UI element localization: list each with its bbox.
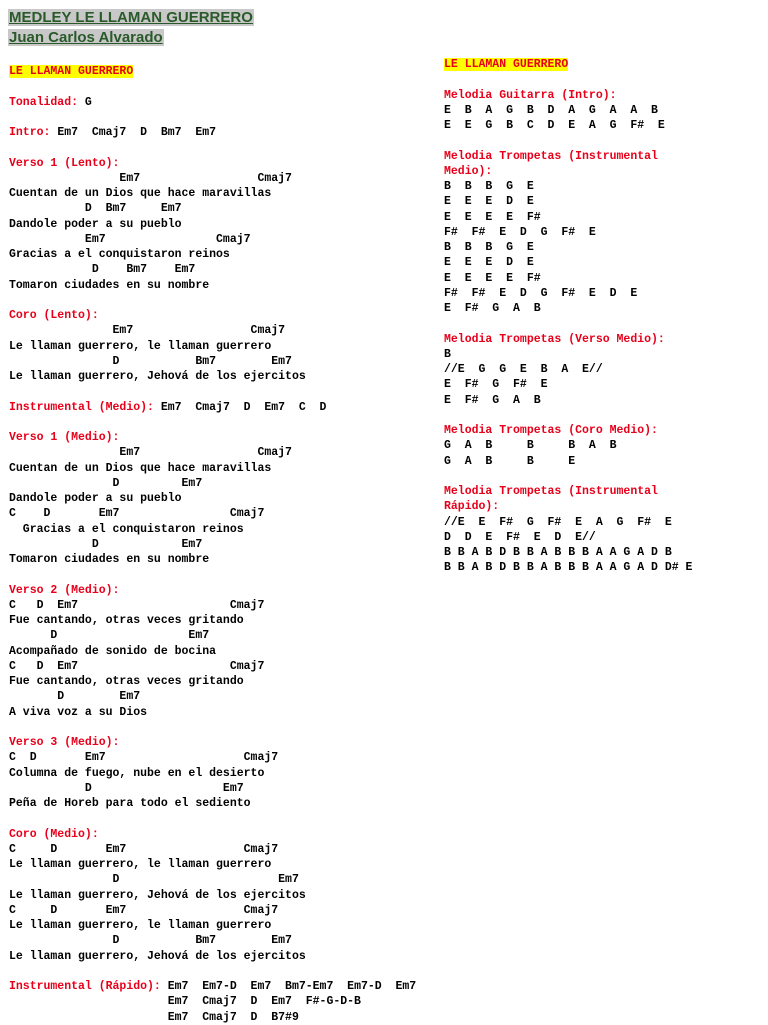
lyric-or-chord-text: Tomaron ciudades en su nombre bbox=[9, 553, 210, 566]
lyric-or-chord-text: Em7 Cmaj7 bbox=[9, 446, 292, 460]
lyric-or-chord-text: E F# G F# E bbox=[444, 378, 548, 392]
chord-progression: Em7 Cmaj7 D Bm7 Em7 bbox=[57, 126, 217, 139]
left-line bbox=[9, 598, 416, 613]
lyric-or-chord-text: Peña de Horeb para todo el sediento bbox=[9, 797, 251, 810]
right-line bbox=[444, 454, 692, 469]
left-line bbox=[9, 1010, 416, 1025]
right-line bbox=[444, 438, 692, 453]
section-heading: Melodia Guitarra (Intro): bbox=[444, 88, 617, 102]
lyric-or-chord-text: Dandole poder a su pueblo bbox=[9, 217, 182, 231]
section-heading: Verso 2 (Medio): bbox=[9, 583, 120, 597]
lyric-or-chord-text: E F# G A B bbox=[444, 302, 541, 315]
right-line bbox=[444, 393, 692, 408]
lyric-or-chord-text: C D Em7 Cmaj7 bbox=[9, 903, 279, 917]
lyric-or-chord-text: B bbox=[444, 347, 451, 361]
section-heading: LE LLAMAN GUERRERO bbox=[444, 58, 569, 71]
right-line bbox=[444, 164, 692, 179]
lyric-or-chord-text: D Bm7 Em7 bbox=[9, 263, 196, 277]
lyric-or-chord-text: Cuentan de un Dios que hace maravillas bbox=[9, 461, 272, 475]
lyric-or-chord-text: Em7 Cmaj7 D B7#9 bbox=[9, 1010, 299, 1024]
section-heading: Verso 1 (Medio): bbox=[9, 431, 120, 444]
lyric-or-chord-text: Le llaman guerrero, Jehová de los ejercitos bbox=[9, 370, 306, 383]
right-line bbox=[444, 286, 692, 301]
lyric-or-chord-text: E F# G A B bbox=[444, 393, 541, 407]
right-line bbox=[444, 225, 692, 240]
right-line bbox=[444, 515, 692, 530]
left-line bbox=[9, 750, 416, 765]
left-line bbox=[9, 979, 416, 994]
lyric-or-chord-text: Le llaman guerrero, Jehová de los ejercitos bbox=[9, 888, 306, 902]
left-line bbox=[9, 369, 416, 384]
section-heading: Melodia Trompetas (Instrumental bbox=[444, 149, 658, 163]
lyric-or-chord-text: D Em7 bbox=[9, 629, 210, 643]
left-line bbox=[9, 567, 416, 582]
right-line bbox=[444, 484, 692, 499]
section-heading: Verso 3 (Medio): bbox=[9, 736, 120, 749]
left-column-chord-sheet bbox=[9, 64, 416, 1025]
left-line bbox=[9, 827, 416, 842]
lyric-or-chord-text: E E E D E bbox=[444, 256, 534, 270]
lyric-or-chord-text: B B A B D B B A B B B A A G A D D# E bbox=[444, 561, 693, 575]
lyric-or-chord-text: Fue cantando, otras veces gritando bbox=[9, 614, 244, 627]
section-heading: Melodia Trompetas (Verso Medio): bbox=[444, 332, 665, 346]
left-line bbox=[9, 247, 416, 262]
right-line bbox=[444, 316, 692, 331]
right-line bbox=[444, 194, 692, 209]
left-line bbox=[9, 949, 416, 964]
lyric-or-chord-text: Gracias a el conquistaron reinos bbox=[9, 248, 230, 261]
left-line bbox=[9, 766, 416, 781]
right-line bbox=[444, 271, 692, 286]
left-line bbox=[9, 79, 416, 94]
left-line bbox=[9, 689, 416, 704]
left-line bbox=[9, 354, 416, 369]
chord-progression: G bbox=[84, 95, 92, 109]
lyric-or-chord-text: D Bm7 Em7 bbox=[9, 934, 292, 948]
section-heading: Medio): bbox=[444, 164, 493, 178]
lyric-or-chord-text: C D Em7 Cmaj7 bbox=[9, 842, 279, 856]
lyric-or-chord-text: D D E F# E D E// bbox=[444, 530, 596, 544]
lyric-or-chord-text: Em7 Cmaj7 bbox=[9, 324, 286, 338]
right-column-melodies bbox=[444, 57, 692, 576]
section-heading: Tonalidad: bbox=[9, 95, 85, 109]
artist-name: Juan Carlos Alvarado bbox=[9, 29, 163, 46]
lyric-or-chord-text: B B A B D B B A B B B A A G A D B bbox=[444, 546, 672, 559]
right-line bbox=[444, 133, 692, 148]
lyric-or-chord-text: D Bm7 Em7 bbox=[9, 202, 182, 216]
right-line bbox=[444, 499, 692, 514]
section-heading: Instrumental (Rápido): bbox=[9, 980, 168, 993]
left-line bbox=[9, 110, 416, 125]
right-line bbox=[444, 377, 692, 392]
left-line bbox=[9, 232, 416, 247]
right-line bbox=[444, 255, 692, 270]
right-line bbox=[444, 240, 692, 255]
lyric-or-chord-text: Tomaron ciudades en su nombre bbox=[9, 278, 210, 292]
section-heading: Melodia Trompetas (Instrumental bbox=[444, 485, 658, 498]
left-line bbox=[9, 278, 416, 293]
right-line bbox=[444, 103, 692, 118]
section-heading: Coro (Lento): bbox=[9, 309, 99, 322]
left-line bbox=[9, 552, 416, 567]
left-line bbox=[9, 781, 416, 796]
left-line bbox=[9, 735, 416, 750]
right-line bbox=[444, 72, 692, 87]
right-line bbox=[444, 530, 692, 545]
left-line bbox=[9, 201, 416, 216]
right-line bbox=[444, 362, 692, 377]
left-line bbox=[9, 95, 416, 110]
lyric-or-chord-text: Em7 Cmaj7 D Em7 F#-G-D-B bbox=[9, 995, 361, 1009]
right-line bbox=[444, 118, 692, 133]
section-heading: Melodia Trompetas (Coro Medio): bbox=[444, 424, 658, 437]
lyric-or-chord-text: D Em7 bbox=[9, 781, 244, 795]
left-line bbox=[9, 811, 416, 826]
lyric-or-chord-text: F# F# E D G F# E bbox=[444, 225, 596, 239]
left-line bbox=[9, 156, 416, 171]
right-line bbox=[444, 469, 692, 484]
lyric-or-chord-text: D Em7 bbox=[9, 537, 203, 551]
lyric-or-chord-text: C D Em7 Cmaj7 bbox=[9, 598, 265, 612]
lyric-or-chord-text: D Em7 bbox=[9, 873, 299, 887]
lyric-or-chord-text: Em7 Cmaj7 bbox=[9, 232, 251, 246]
lyric-or-chord-text: Fue cantando, otras veces gritando bbox=[9, 675, 244, 688]
section-heading: Intro: bbox=[9, 126, 58, 139]
left-line bbox=[9, 583, 416, 598]
left-line bbox=[9, 857, 416, 872]
right-line bbox=[444, 423, 692, 438]
document-title bbox=[8, 8, 254, 48]
left-line bbox=[9, 842, 416, 857]
section-heading: Rápido): bbox=[444, 500, 500, 514]
left-line bbox=[9, 308, 416, 323]
lyric-or-chord-text: C D Em7 Cmaj7 bbox=[9, 659, 265, 673]
left-line bbox=[9, 339, 416, 354]
left-line bbox=[9, 140, 416, 155]
left-line bbox=[9, 903, 416, 918]
left-line bbox=[9, 186, 416, 201]
lyric-or-chord-text: Columna de fuego, nube en el desierto bbox=[9, 766, 265, 780]
lyric-or-chord-text: //E E F# G F# E A G F# E bbox=[444, 515, 672, 529]
left-line bbox=[9, 491, 416, 506]
left-line bbox=[9, 125, 416, 140]
right-line bbox=[444, 88, 692, 103]
lyric-or-chord-text: G A B B B A B bbox=[444, 439, 617, 453]
right-line bbox=[444, 57, 692, 72]
left-line bbox=[9, 659, 416, 674]
lyric-or-chord-text: Em7 Cmaj7 bbox=[9, 171, 292, 185]
left-line bbox=[9, 171, 416, 186]
lyric-or-chord-text: E E E E F# bbox=[444, 210, 541, 224]
chord-progression: Em7 Cmaj7 D Em7 C D bbox=[160, 400, 327, 414]
lyric-or-chord-text: D Em7 bbox=[9, 476, 203, 490]
section-heading: Instrumental (Medio): bbox=[9, 400, 161, 414]
section-heading: LE LLAMAN GUERRERO bbox=[9, 65, 134, 78]
lyric-or-chord-text: C D Em7 Cmaj7 bbox=[9, 507, 265, 521]
lyric-or-chord-text: Le llaman guerrero, le llaman guerrero bbox=[9, 858, 272, 871]
right-line bbox=[444, 149, 692, 164]
left-line bbox=[9, 217, 416, 232]
left-line bbox=[9, 994, 416, 1009]
left-line bbox=[9, 64, 416, 79]
left-line bbox=[9, 461, 416, 476]
right-line bbox=[444, 347, 692, 362]
left-line bbox=[9, 644, 416, 659]
section-heading: Verso 1 (Lento): bbox=[9, 156, 120, 170]
left-line bbox=[9, 705, 416, 720]
lyric-or-chord-text: Le llaman guerrero, le llaman guerrero bbox=[9, 339, 272, 353]
lyric-or-chord-text: Le llaman guerrero, Jehová de los ejercitos bbox=[9, 949, 306, 963]
left-line bbox=[9, 522, 416, 537]
lyric-or-chord-text: Le llaman guerrero, le llaman guerrero bbox=[9, 919, 272, 932]
right-line bbox=[444, 210, 692, 225]
lyric-or-chord-text: Gracias a el conquistaron reinos bbox=[9, 522, 244, 536]
right-line bbox=[444, 560, 692, 575]
section-heading: Coro (Medio): bbox=[9, 827, 99, 841]
lyric-or-chord-text: //E G G E B A E// bbox=[444, 363, 603, 376]
right-line bbox=[444, 545, 692, 560]
right-line bbox=[444, 301, 692, 316]
left-line bbox=[9, 796, 416, 811]
lyric-or-chord-text: E E G B C D E A G F# E bbox=[444, 119, 665, 132]
left-line bbox=[9, 720, 416, 735]
left-line bbox=[9, 384, 416, 399]
right-line bbox=[444, 408, 692, 423]
lyric-or-chord-text: E E E D E bbox=[444, 195, 534, 209]
lyric-or-chord-text: Acompañado de sonido de bocina bbox=[9, 644, 217, 658]
left-line bbox=[9, 262, 416, 277]
lyric-or-chord-text: E B A G B D A G A A B bbox=[444, 103, 658, 117]
left-line bbox=[9, 918, 416, 933]
lyric-or-chord-text: C D Em7 Cmaj7 bbox=[9, 751, 279, 765]
left-line bbox=[9, 506, 416, 521]
left-line bbox=[9, 674, 416, 689]
lyric-or-chord-text: D Em7 bbox=[9, 690, 141, 704]
left-line bbox=[9, 293, 416, 308]
lyric-or-chord-text: A viva voz a su Dios bbox=[9, 705, 148, 719]
lyric-or-chord-text: E E E E F# bbox=[444, 271, 541, 285]
right-line bbox=[444, 332, 692, 347]
left-line bbox=[9, 613, 416, 628]
lyric-or-chord-text: B B B G E bbox=[444, 180, 534, 193]
left-line bbox=[9, 430, 416, 445]
chord-progression: Em7 Em7-D Em7 Bm7-Em7 Em7-D Em7 bbox=[167, 980, 417, 993]
left-line bbox=[9, 415, 416, 430]
left-line bbox=[9, 476, 416, 491]
right-line bbox=[444, 179, 692, 194]
left-line bbox=[9, 933, 416, 948]
song-title: MEDLEY LE LLAMAN GUERRERO bbox=[9, 9, 253, 26]
left-line bbox=[9, 537, 416, 552]
lyric-or-chord-text: Cuentan de un Dios que hace maravillas bbox=[9, 187, 272, 200]
left-line bbox=[9, 888, 416, 903]
lyric-or-chord-text: B B B G E bbox=[444, 241, 534, 254]
left-line bbox=[9, 628, 416, 643]
lyric-or-chord-text: Dandole poder a su pueblo bbox=[9, 492, 182, 505]
lyric-or-chord-text: F# F# E D G F# E D E bbox=[444, 286, 638, 300]
left-line bbox=[9, 323, 416, 338]
lyric-or-chord-text: D Bm7 Em7 bbox=[9, 354, 292, 368]
left-line bbox=[9, 445, 416, 460]
lyric-or-chord-text: G A B B E bbox=[444, 454, 576, 468]
left-line bbox=[9, 400, 416, 415]
left-line bbox=[9, 872, 416, 887]
left-line bbox=[9, 964, 416, 979]
